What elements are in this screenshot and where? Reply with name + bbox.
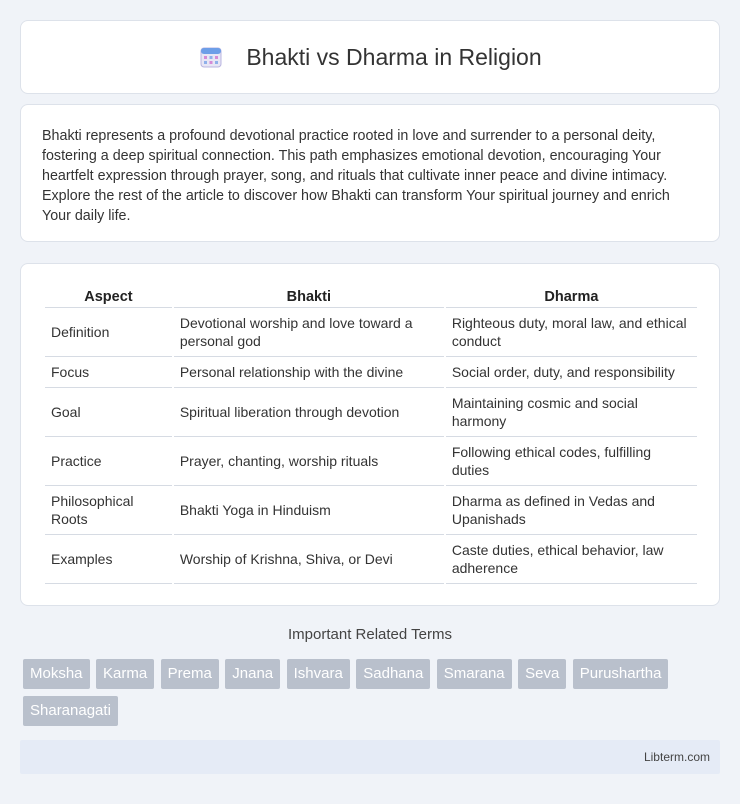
dharma-cell: Following ethical codes, fulfilling duties xyxy=(446,437,697,486)
footer xyxy=(20,740,720,774)
tag-ishvara[interactable]: Ishvara xyxy=(287,659,350,689)
bhakti-cell: Spiritual liberation through devotion xyxy=(174,388,444,437)
table-header-row xyxy=(45,286,697,308)
table-row xyxy=(45,437,697,486)
table-row xyxy=(45,357,697,388)
table-row xyxy=(45,535,697,584)
table-row xyxy=(45,308,697,357)
page-title: Bhakti vs Dharma in Religion xyxy=(246,43,542,70)
tag-prema[interactable]: Prema xyxy=(161,659,219,689)
aspect-cell: Examples xyxy=(45,535,172,584)
tag-sharanagati[interactable]: Sharanagati xyxy=(23,696,118,726)
bhakti-cell: Bhakti Yoga in Hinduism xyxy=(174,486,444,535)
aspect-cell: Goal xyxy=(45,388,172,437)
footer-site-link[interactable]: Libterm.com xyxy=(643,750,710,764)
dharma-cell: Maintaining cosmic and social harmony xyxy=(446,388,697,437)
bhakti-cell: Worship of Krishna, Shiva, or Devi xyxy=(174,535,444,584)
intro-paragraph: Bhakti represents a profound devotional practice rooted in love and surrender to a personal deity, fostering a deep spiritual connection. This path emphasizes emotional devotion, encouraging Your heartfelt expression through prayer, song, and rituals that cultivate inner peace and divine intimacy. Explore the rest of the article to discover how Bhakti can transform Your spiritual journey and enrich Your daily life. xyxy=(42,128,670,224)
header-dharma: Dharma xyxy=(446,286,697,308)
tag-smarana[interactable]: Smarana xyxy=(437,659,512,689)
title-card xyxy=(20,20,720,94)
header-bhakti: Bhakti xyxy=(174,286,444,308)
tag-jnana[interactable]: Jnana xyxy=(225,659,280,689)
tag-moksha[interactable]: Moksha xyxy=(23,659,90,689)
comparison-card xyxy=(20,263,720,606)
bhakti-cell: Prayer, chanting, worship rituals xyxy=(174,437,444,486)
tag-seva[interactable]: Seva xyxy=(518,659,566,689)
bhakti-cell: Personal relationship with the divine xyxy=(174,357,444,388)
header-aspect: Aspect xyxy=(45,286,172,308)
tag-purushartha[interactable]: Purushartha xyxy=(573,659,669,689)
comparison-table xyxy=(43,286,699,584)
aspect-cell: Definition xyxy=(45,308,172,357)
aspect-cell: Philosophical Roots xyxy=(45,486,172,535)
aspect-cell: Practice xyxy=(45,437,172,486)
dharma-cell: Dharma as defined in Vedas and Upanishads xyxy=(446,486,697,535)
related-terms-list xyxy=(23,659,723,733)
aspect-cell: Focus xyxy=(45,357,172,388)
dharma-cell: Caste duties, ethical behavior, law adherence xyxy=(446,535,697,584)
tag-sadhana[interactable]: Sadhana xyxy=(356,659,430,689)
dharma-cell: Righteous duty, moral law, and ethical conduct xyxy=(446,308,697,357)
related-terms-title: Important Related Terms xyxy=(288,626,452,643)
calendar-icon xyxy=(198,44,224,70)
intro-card xyxy=(20,104,720,242)
dharma-cell: Social order, duty, and responsibility xyxy=(446,357,697,388)
tag-karma[interactable]: Karma xyxy=(96,659,154,689)
table-row xyxy=(45,388,697,437)
bhakti-cell: Devotional worship and love toward a personal god xyxy=(174,308,444,357)
table-row xyxy=(45,486,697,535)
